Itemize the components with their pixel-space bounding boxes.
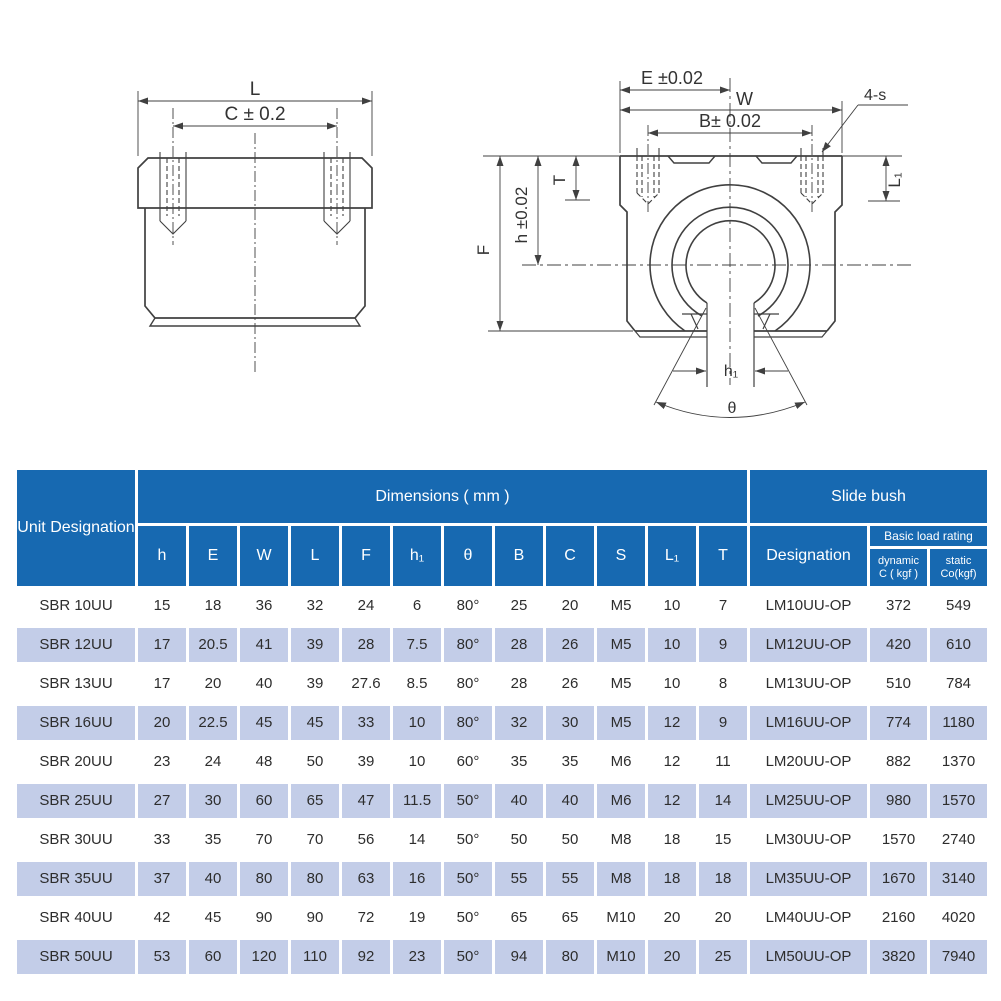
value-cell: 110 <box>291 940 339 974</box>
value-cell: 40 <box>240 667 288 701</box>
value-cell: 15 <box>138 589 186 623</box>
unit-designation-cell: SBR 50UU <box>17 940 135 974</box>
value-cell: 65 <box>495 901 543 935</box>
value-cell: 27 <box>138 784 186 818</box>
table-header <box>17 470 987 586</box>
unit-designation-cell: SBR 30UU <box>17 823 135 857</box>
value-cell: LM13UU-OP <box>750 667 867 701</box>
value-cell: LM40UU-OP <box>750 901 867 935</box>
value-cell: 80° <box>444 589 492 623</box>
value-cell: 90 <box>240 901 288 935</box>
value-cell: 20 <box>648 901 696 935</box>
value-cell: 50° <box>444 823 492 857</box>
value-cell: 50 <box>495 823 543 857</box>
value-cell: 17 <box>138 667 186 701</box>
col-header-L: L <box>291 526 339 586</box>
value-cell: 10 <box>393 706 441 740</box>
table-row <box>17 586 987 625</box>
col-header-W: W <box>240 526 288 586</box>
value-cell: 6 <box>393 589 441 623</box>
value-cell: 1180 <box>930 706 987 740</box>
value-cell: 80° <box>444 628 492 662</box>
value-cell: 25 <box>495 589 543 623</box>
value-cell: 14 <box>393 823 441 857</box>
value-cell: 39 <box>291 667 339 701</box>
value-cell: 420 <box>870 628 927 662</box>
value-cell: 1670 <box>870 862 927 896</box>
value-cell: 50° <box>444 784 492 818</box>
value-cell: 60 <box>189 940 237 974</box>
value-cell: 26 <box>546 628 594 662</box>
value-cell: 510 <box>870 667 927 701</box>
value-cell: LM35UU-OP <box>750 862 867 896</box>
value-cell: 1570 <box>870 823 927 857</box>
value-cell: 24 <box>342 589 390 623</box>
header-dimensions: Dimensions ( mm ) <box>138 470 747 523</box>
value-cell: 16 <box>393 862 441 896</box>
table-row <box>17 937 987 976</box>
col-header-h: h <box>138 526 186 586</box>
value-cell: 3140 <box>930 862 987 896</box>
value-cell: 45 <box>240 706 288 740</box>
table-body <box>17 586 987 976</box>
unit-designation-cell: SBR 25UU <box>17 784 135 818</box>
value-cell: M10 <box>597 901 645 935</box>
value-cell: LM12UU-OP <box>750 628 867 662</box>
dim-label-L1: L₁ <box>885 172 904 188</box>
value-cell: 980 <box>870 784 927 818</box>
value-cell: M5 <box>597 706 645 740</box>
value-cell: 15 <box>699 823 747 857</box>
value-cell: 18 <box>648 823 696 857</box>
unit-designation-cell: SBR 40UU <box>17 901 135 935</box>
value-cell: 20 <box>138 706 186 740</box>
col-header-h1: h₁ <box>393 526 441 586</box>
value-cell: M6 <box>597 784 645 818</box>
header-slide-bush: Slide bush <box>750 470 987 523</box>
col-header-L1: L₁ <box>648 526 696 586</box>
header-dynamic-line2: C ( kgf ) <box>878 567 919 580</box>
value-cell: 32 <box>495 706 543 740</box>
value-cell: 10 <box>393 745 441 779</box>
value-cell: 11.5 <box>393 784 441 818</box>
value-cell: 28 <box>342 628 390 662</box>
value-cell: 35 <box>546 745 594 779</box>
value-cell: LM30UU-OP <box>750 823 867 857</box>
value-cell: 20 <box>189 667 237 701</box>
value-cell: 12 <box>648 745 696 779</box>
header-static <box>930 549 987 586</box>
value-cell: 9 <box>699 706 747 740</box>
dim-label-4s: 4-s <box>864 87 887 104</box>
dim-label-L: L <box>249 79 261 100</box>
value-cell: 80° <box>444 667 492 701</box>
value-cell: 2740 <box>930 823 987 857</box>
value-cell: M10 <box>597 940 645 974</box>
value-cell: 18 <box>648 862 696 896</box>
value-cell: 774 <box>870 706 927 740</box>
value-cell: 30 <box>189 784 237 818</box>
value-cell: 41 <box>240 628 288 662</box>
front-view-drawing <box>460 53 950 448</box>
value-cell: 92 <box>342 940 390 974</box>
value-cell: 70 <box>291 823 339 857</box>
value-cell: 33 <box>342 706 390 740</box>
value-cell: 3820 <box>870 940 927 974</box>
value-cell: 14 <box>699 784 747 818</box>
unit-designation-cell: SBR 20UU <box>17 745 135 779</box>
value-cell: 80° <box>444 706 492 740</box>
value-cell: 50° <box>444 901 492 935</box>
table-row <box>17 703 987 742</box>
value-cell: 40 <box>495 784 543 818</box>
value-cell: 17 <box>138 628 186 662</box>
dimension-table <box>17 470 987 976</box>
value-cell: M5 <box>597 628 645 662</box>
value-cell: 50° <box>444 940 492 974</box>
col-header-E: E <box>189 526 237 586</box>
value-cell: 4020 <box>930 901 987 935</box>
table-row <box>17 664 987 703</box>
value-cell: 1370 <box>930 745 987 779</box>
value-cell: 20 <box>648 940 696 974</box>
value-cell: 65 <box>546 901 594 935</box>
value-cell: 63 <box>342 862 390 896</box>
unit-designation-cell: SBR 16UU <box>17 706 135 740</box>
header-static-line1: static <box>945 554 972 567</box>
value-cell: LM10UU-OP <box>750 589 867 623</box>
col-header-S: S <box>597 526 645 586</box>
value-cell: M6 <box>597 745 645 779</box>
value-cell: 35 <box>495 745 543 779</box>
value-cell: LM50UU-OP <box>750 940 867 974</box>
value-cell: 32 <box>291 589 339 623</box>
unit-designation-cell: SBR 35UU <box>17 862 135 896</box>
value-cell: 47 <box>342 784 390 818</box>
value-cell: 50° <box>444 862 492 896</box>
value-cell: 36 <box>240 589 288 623</box>
value-cell: 55 <box>546 862 594 896</box>
value-cell: 10 <box>648 589 696 623</box>
value-cell: 12 <box>648 706 696 740</box>
value-cell: 11 <box>699 745 747 779</box>
value-cell: 882 <box>870 745 927 779</box>
col-header-B: B <box>495 526 543 586</box>
value-cell: 10 <box>648 667 696 701</box>
value-cell: 23 <box>138 745 186 779</box>
value-cell: 72 <box>342 901 390 935</box>
dim-label-h: h ±0.02 <box>512 186 531 244</box>
value-cell: 28 <box>495 628 543 662</box>
value-cell: 7940 <box>930 940 987 974</box>
value-cell: 48 <box>240 745 288 779</box>
value-cell: 20 <box>546 589 594 623</box>
value-cell: 60° <box>444 745 492 779</box>
value-cell: 24 <box>189 745 237 779</box>
dim-label-T: T <box>550 174 569 186</box>
value-cell: 26 <box>546 667 594 701</box>
value-cell: 8 <box>699 667 747 701</box>
dim-label-theta: θ <box>727 400 737 417</box>
value-cell: 18 <box>189 589 237 623</box>
value-cell: 80 <box>546 940 594 974</box>
value-cell: 56 <box>342 823 390 857</box>
value-cell: 19 <box>393 901 441 935</box>
value-cell: 40 <box>546 784 594 818</box>
dim-label-W: W <box>736 89 753 109</box>
col-header-C: C <box>546 526 594 586</box>
col-header-theta: θ <box>444 526 492 586</box>
value-cell: 45 <box>291 706 339 740</box>
value-cell: 22.5 <box>189 706 237 740</box>
value-cell: 30 <box>546 706 594 740</box>
value-cell: 20.5 <box>189 628 237 662</box>
value-cell: LM16UU-OP <box>750 706 867 740</box>
value-cell: 53 <box>138 940 186 974</box>
value-cell: LM25UU-OP <box>750 784 867 818</box>
value-cell: M5 <box>597 667 645 701</box>
value-cell: 37 <box>138 862 186 896</box>
header-designation: Designation <box>750 526 867 586</box>
value-cell: 94 <box>495 940 543 974</box>
value-cell: 39 <box>342 745 390 779</box>
col-header-T: T <box>699 526 747 586</box>
value-cell: M5 <box>597 589 645 623</box>
value-cell: 80 <box>291 862 339 896</box>
value-cell: 120 <box>240 940 288 974</box>
value-cell: 42 <box>138 901 186 935</box>
value-cell: 7.5 <box>393 628 441 662</box>
value-cell: 90 <box>291 901 339 935</box>
dim-label-E: E ±0.02 <box>641 68 703 88</box>
table-row <box>17 625 987 664</box>
value-cell: 27.6 <box>342 667 390 701</box>
value-cell: 25 <box>699 940 747 974</box>
header-static-line2: Co(kgf) <box>940 567 977 580</box>
value-cell: 20 <box>699 901 747 935</box>
header-unit-designation: Unit Designation <box>17 470 135 586</box>
dim-label-h1: h₁ <box>723 363 739 380</box>
unit-designation-cell: SBR 10UU <box>17 589 135 623</box>
table-row <box>17 898 987 937</box>
value-cell: 70 <box>240 823 288 857</box>
side-view-drawing <box>60 58 460 423</box>
dim-label-C: C ± 0.2 <box>224 104 286 125</box>
table-row <box>17 781 987 820</box>
header-dynamic-line1: dynamic <box>878 554 919 567</box>
dim-label-B: B± 0.02 <box>699 111 761 131</box>
value-cell: 2160 <box>870 901 927 935</box>
value-cell: 55 <box>495 862 543 896</box>
value-cell: LM20UU-OP <box>750 745 867 779</box>
value-cell: 7 <box>699 589 747 623</box>
value-cell: 50 <box>291 745 339 779</box>
value-cell: 12 <box>648 784 696 818</box>
value-cell: 35 <box>189 823 237 857</box>
value-cell: 45 <box>189 901 237 935</box>
header-dynamic <box>870 549 927 586</box>
value-cell: 65 <box>291 784 339 818</box>
value-cell: 80 <box>240 862 288 896</box>
value-cell: 39 <box>291 628 339 662</box>
value-cell: 8.5 <box>393 667 441 701</box>
value-cell: 1570 <box>930 784 987 818</box>
value-cell: 60 <box>240 784 288 818</box>
value-cell: 610 <box>930 628 987 662</box>
unit-designation-cell: SBR 13UU <box>17 667 135 701</box>
table-row <box>17 742 987 781</box>
value-cell: 18 <box>699 862 747 896</box>
value-cell: M8 <box>597 823 645 857</box>
value-cell: 9 <box>699 628 747 662</box>
table-row <box>17 859 987 898</box>
value-cell: 23 <box>393 940 441 974</box>
col-header-F: F <box>342 526 390 586</box>
value-cell: 40 <box>189 862 237 896</box>
value-cell: 784 <box>930 667 987 701</box>
unit-designation-cell: SBR 12UU <box>17 628 135 662</box>
dim-label-F: F <box>474 244 493 256</box>
value-cell: 50 <box>546 823 594 857</box>
value-cell: 33 <box>138 823 186 857</box>
table-row <box>17 820 987 859</box>
value-cell: 28 <box>495 667 543 701</box>
value-cell: 372 <box>870 589 927 623</box>
value-cell: M8 <box>597 862 645 896</box>
value-cell: 549 <box>930 589 987 623</box>
value-cell: 10 <box>648 628 696 662</box>
header-basic-load-rating: Basic load rating <box>870 526 987 546</box>
